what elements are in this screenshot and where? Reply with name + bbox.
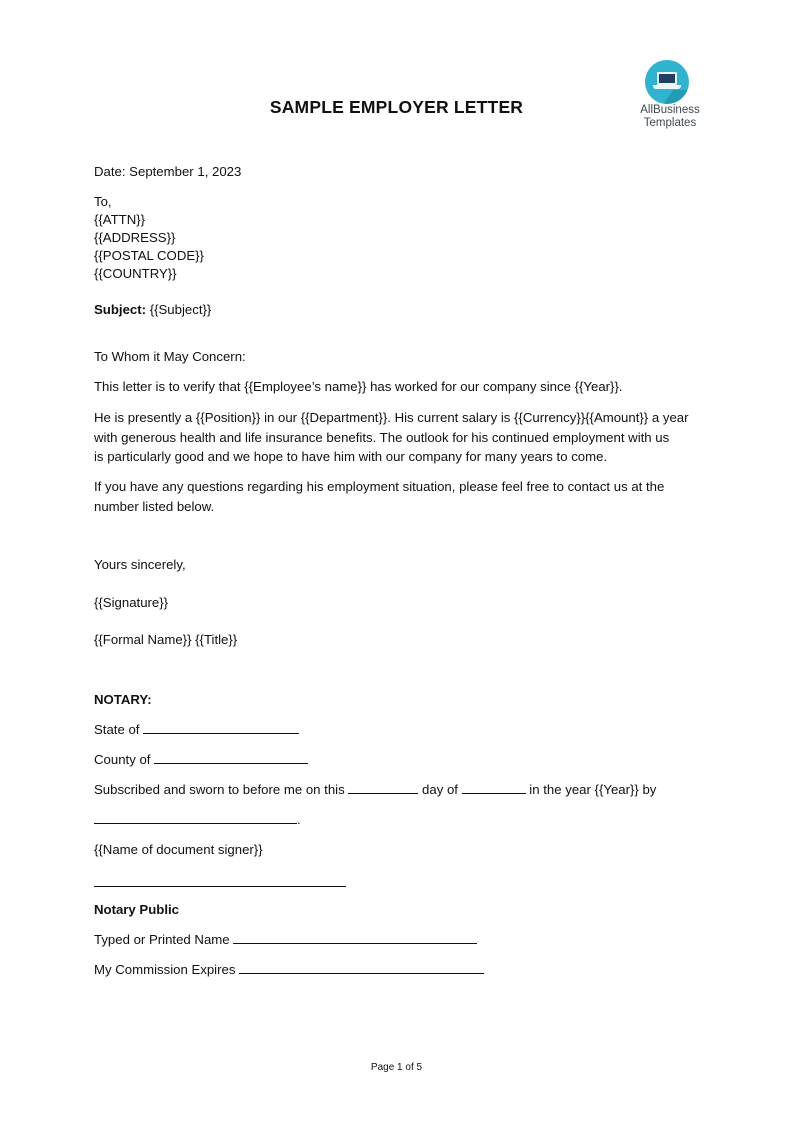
address-line: {{POSTAL CODE}} <box>94 248 204 263</box>
subject-label: Subject: <box>94 302 147 317</box>
sworn-by-line <box>94 811 301 829</box>
laptop-icon <box>645 60 689 104</box>
notary-heading: NOTARY: <box>94 692 152 707</box>
document-signer: {{Name of document signer}} <box>94 842 263 857</box>
notary-public-label: Notary Public <box>94 902 180 917</box>
paragraph-verify: This letter is to verify that {{Employee’s name}} has worked for our company since {{Year}}. <box>94 379 623 394</box>
sworn-line <box>94 781 656 799</box>
page-footer: Page 1 of 5 <box>370 1062 423 1073</box>
paragraph-line: is particularly good and we hope to have him with our company for many years to come. <box>94 449 608 464</box>
address-block <box>94 193 204 283</box>
salutation: To Whom it May Concern: <box>94 349 246 364</box>
notary-signature-line <box>94 886 346 887</box>
typed-name-blank <box>233 932 477 944</box>
address-line: {{COUNTRY}} <box>94 266 177 281</box>
month-blank <box>462 782 526 794</box>
closing: Yours sincerely, <box>94 557 186 572</box>
paragraph-questions <box>94 477 664 516</box>
typed-name-line <box>94 931 477 949</box>
formal-name: {{Formal Name}} {{Title}} <box>94 632 238 647</box>
paragraph-position <box>94 408 689 467</box>
paragraph-line: He is presently a {{Position}} in our {{Department}}. His current salary is {{Currency}}{{Amount}} a year <box>94 410 689 425</box>
county-blank <box>154 752 308 764</box>
address-line: To, <box>94 194 112 209</box>
commission-blank <box>239 962 484 974</box>
address-line: {{ATTN}} <box>94 212 146 227</box>
address-line: {{ADDRESS}} <box>94 230 176 245</box>
day-blank <box>348 782 418 794</box>
paragraph-line: number listed below. <box>94 498 215 514</box>
commission-label: My Commission Expires <box>94 962 240 977</box>
subject-line <box>94 301 211 319</box>
subject-value: {{Subject}} <box>146 302 212 317</box>
state-line <box>94 721 299 739</box>
logo-text <box>630 104 710 130</box>
state-blank <box>143 722 299 734</box>
logo-line-2: Templates <box>643 117 697 129</box>
document-title: SAMPLE EMPLOYER LETTER <box>269 97 524 117</box>
sworn-text-1: Subscribed and sworn to before me on this <box>94 782 349 797</box>
allbusiness-templates-logo <box>630 58 710 134</box>
date-line: Date: September 1, 2023 <box>94 164 242 179</box>
sworn-end: . <box>297 812 301 827</box>
sworn-text-3: in the year {{Year}} by <box>525 782 657 797</box>
commission-line <box>94 961 484 979</box>
state-label: State of <box>94 722 144 737</box>
paragraph-line: If you have any questions regarding his employment situation, please feel free to contact us at the <box>94 479 665 494</box>
county-line <box>94 751 308 769</box>
county-label: County of <box>94 752 155 767</box>
signature-placeholder: {{Signature}} <box>94 595 169 610</box>
logo-line-1: AllBusiness <box>640 104 700 116</box>
typed-name-label: Typed or Printed Name <box>94 932 234 947</box>
paragraph-line: with generous health and life insurance benefits. The outlook for his continued employment with us <box>94 429 670 445</box>
signer-blank <box>94 812 297 824</box>
sworn-text-2: day of <box>418 782 462 797</box>
